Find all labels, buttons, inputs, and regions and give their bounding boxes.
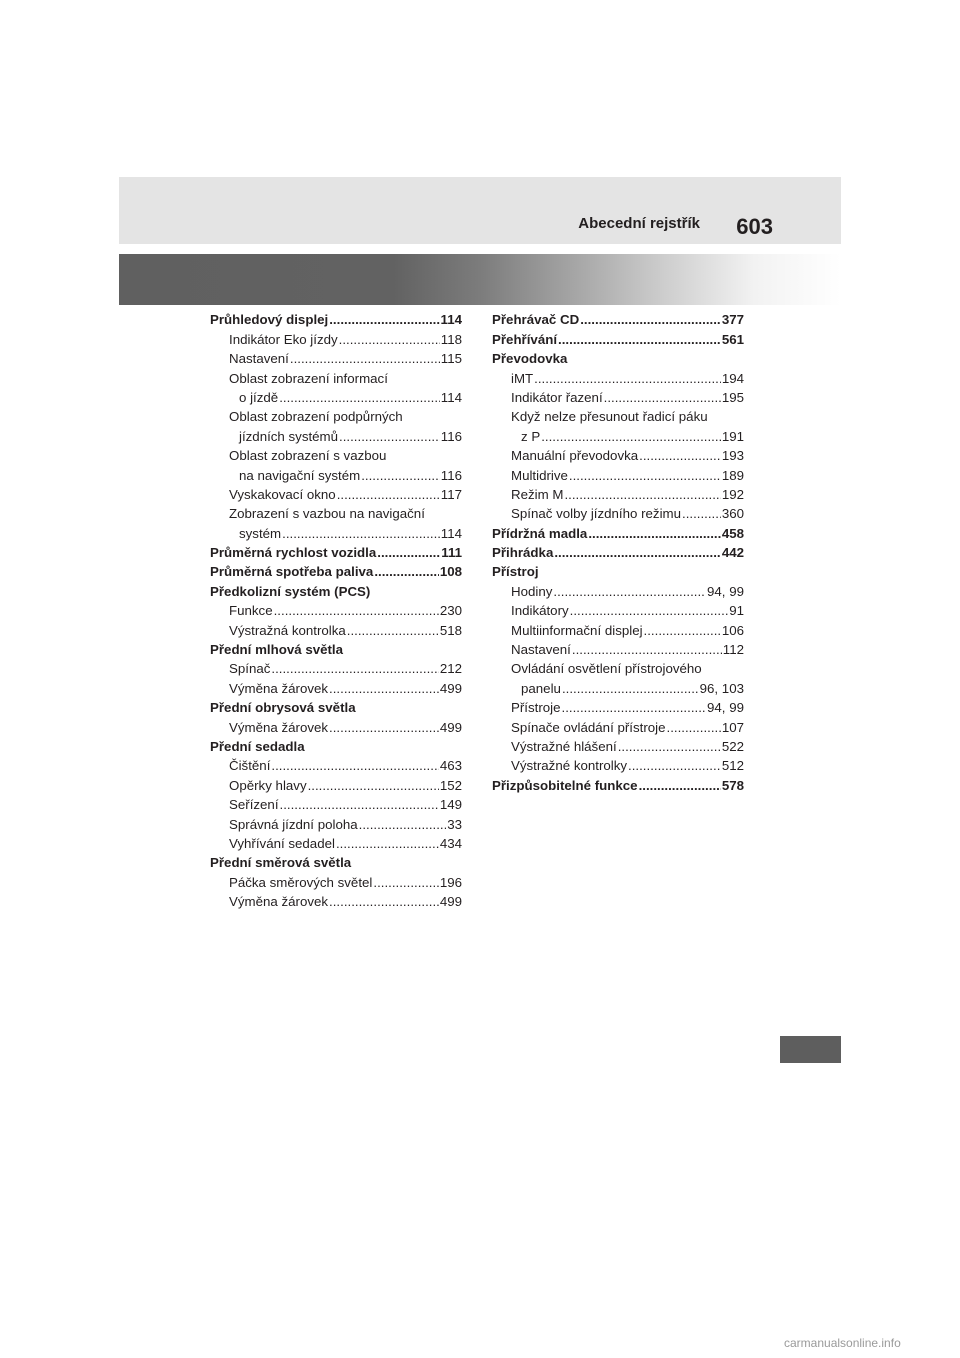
- index-entry-page: 360: [721, 506, 744, 522]
- index-entry-term: Oblast zobrazení podpůrných: [229, 409, 403, 425]
- index-entry-term: Spínač: [229, 661, 271, 677]
- index-entry: [492, 541, 744, 560]
- index-entry-page: 499: [439, 719, 462, 735]
- dot-leader: [274, 603, 439, 618]
- index-entry-page: 114: [440, 389, 462, 405]
- index-entry-term: Oblast zobrazení informací: [229, 370, 388, 386]
- index-entry-term: Páčka směrových světel: [229, 874, 373, 890]
- dot-leader: [639, 448, 721, 463]
- index-entry-page: 442: [721, 545, 744, 561]
- index-entry: [492, 424, 744, 443]
- index-entry: [492, 579, 744, 598]
- index-column-right: [492, 308, 744, 793]
- index-entry-page: 196: [439, 874, 462, 890]
- dot-leader: [667, 720, 721, 735]
- index-entry-term: Vyskakovací okno: [229, 486, 336, 502]
- index-entry-page: 94, 99: [707, 700, 744, 716]
- index-entry-page: 111: [441, 545, 462, 561]
- index-entry-term: Oblast zobrazení s vazbou: [229, 448, 387, 464]
- dot-leader: [534, 371, 721, 386]
- index-entry-term: Přizpůsobitelné funkce: [492, 777, 638, 793]
- index-entry: [210, 676, 462, 695]
- index-entry-page: 499: [439, 680, 462, 696]
- dot-leader: [572, 642, 722, 657]
- index-entry: [492, 483, 744, 502]
- index-entry-term: Opěrky hlavy: [229, 777, 307, 793]
- dot-leader: [644, 623, 721, 638]
- index-entry-term: Multiinformační displej: [511, 622, 643, 638]
- index-entry: [492, 347, 744, 366]
- index-entry-term: Zobrazení s vazbou na navigační: [229, 506, 425, 522]
- index-entry: [210, 444, 462, 463]
- index-entry-term: iMT: [511, 370, 534, 386]
- dot-leader: [562, 681, 699, 696]
- dot-leader: [290, 351, 440, 366]
- index-entry: [492, 773, 744, 792]
- index-entry-page: 463: [439, 758, 462, 774]
- index-entry: [210, 579, 462, 598]
- index-entry-term: Výměna žárovek: [229, 894, 329, 910]
- index-entry: [492, 463, 744, 482]
- index-entry-page: 195: [721, 389, 744, 405]
- index-entry: [210, 832, 462, 851]
- index-entry-page: 561: [721, 331, 744, 347]
- dot-leader: [282, 526, 440, 541]
- footer-watermark: carmanualsonline.info: [784, 1336, 901, 1350]
- dot-leader: [554, 545, 720, 560]
- index-entry-term: Režim M: [511, 486, 564, 502]
- index-entry-term: Čištění: [229, 758, 271, 774]
- index-entry-term: Průměrná rychlost vozidla: [210, 545, 377, 561]
- dot-leader: [682, 506, 721, 521]
- index-entry-term: Přihrádka: [492, 545, 554, 561]
- index-entry-page: 377: [721, 312, 744, 328]
- index-entry-term: Indikátory: [511, 603, 569, 619]
- index-entry-term: Spínače ovládání přístroje: [511, 719, 666, 735]
- index-entry-page: 499: [439, 894, 462, 910]
- index-entry: [492, 618, 744, 637]
- dot-leader: [279, 390, 440, 405]
- index-entry: [210, 715, 462, 734]
- dot-leader: [271, 758, 438, 773]
- index-entry: [210, 366, 462, 385]
- index-entry-term: Indikátor Eko jízdy: [229, 331, 338, 347]
- dot-leader: [541, 429, 721, 444]
- index-entry-page: 212: [439, 661, 462, 677]
- dot-leader: [564, 487, 720, 502]
- index-entry-term: Vyhřívání sedadel: [229, 835, 335, 851]
- dot-leader: [271, 661, 438, 676]
- dot-leader: [359, 817, 447, 832]
- dot-leader: [337, 487, 440, 502]
- index-entry: [210, 870, 462, 889]
- index-entry-page: 108: [439, 564, 462, 580]
- dot-leader: [569, 468, 721, 483]
- index-entry-term: Průhledový displej: [210, 312, 329, 328]
- index-entry-page: 194: [721, 370, 744, 386]
- index-entry-page: 114: [440, 525, 462, 541]
- index-entry-page: 33: [447, 816, 462, 832]
- index-entry: [492, 521, 744, 540]
- index-entry-page: 518: [439, 622, 462, 638]
- index-entry-page: 578: [721, 777, 744, 793]
- index-entry-page: 112: [722, 642, 744, 658]
- index-entry: [210, 521, 462, 540]
- index-entry-page: 434: [439, 835, 462, 851]
- dot-leader: [308, 778, 439, 793]
- index-entry-term: Indikátor řazení: [511, 389, 603, 405]
- page-header: [119, 177, 841, 244]
- index-entry-page: 114: [440, 312, 462, 328]
- dot-leader: [553, 584, 706, 599]
- index-entry: [210, 560, 462, 579]
- index-entry: [492, 735, 744, 754]
- index-entry: [492, 405, 744, 424]
- index-entry: [210, 890, 462, 909]
- index-entry: [210, 327, 462, 346]
- index-entry: [492, 444, 744, 463]
- index-entry: [492, 308, 744, 327]
- index-entry-page: 94, 99: [707, 583, 744, 599]
- index-entry: [210, 347, 462, 366]
- index-entry-page: 192: [721, 486, 744, 502]
- dot-leader: [347, 623, 439, 638]
- index-entry-term: Výměna žárovek: [229, 719, 329, 735]
- index-entry-page: 522: [721, 738, 744, 754]
- index-entry: [210, 541, 462, 560]
- index-entry: [210, 696, 462, 715]
- dot-leader: [580, 312, 721, 327]
- dot-leader: [570, 603, 729, 618]
- index-entry: [492, 754, 744, 773]
- index-entry-term: Výstražná kontrolka: [229, 622, 346, 638]
- index-entry-term: jízdních systémů: [239, 428, 339, 444]
- dot-leader: [588, 526, 720, 541]
- index-entry-term: o jízdě: [239, 389, 279, 405]
- dot-leader: [329, 894, 439, 909]
- index-entry: [492, 386, 744, 405]
- dot-leader: [639, 778, 721, 793]
- index-entry-term: Nastavení: [511, 642, 571, 658]
- index-entry: [210, 812, 462, 831]
- index-entry-page: 193: [721, 448, 744, 464]
- index-entry-term: na navigační systém: [239, 467, 361, 483]
- index-entry: [210, 735, 462, 754]
- dot-leader: [618, 739, 721, 754]
- index-entry-term: Hodiny: [511, 583, 553, 599]
- index-entry-page: 152: [439, 777, 462, 793]
- index-entry-page: 116: [440, 428, 462, 444]
- index-entry: [210, 657, 462, 676]
- index-entry-page: 91: [729, 603, 744, 619]
- dot-leader: [336, 836, 439, 851]
- index-entry-term: Nastavení: [229, 351, 289, 367]
- index-entry-term: Když nelze přesunout řadicí páku: [511, 409, 708, 425]
- index-column-left: [210, 308, 462, 909]
- dot-leader: [377, 545, 440, 560]
- index-entry-term: Přední mlhová světla: [210, 642, 344, 658]
- index-entry-term: Přední sedadla: [210, 738, 305, 754]
- index-entry: [210, 424, 462, 443]
- index-entry-page: 191: [721, 428, 744, 444]
- index-entry: [210, 851, 462, 870]
- index-entry-term: Předkolizní systém (PCS): [210, 583, 371, 599]
- index-entry: [210, 386, 462, 405]
- index-entry: [210, 793, 462, 812]
- index-entry-term: Funkce: [229, 603, 273, 619]
- index-entry: [492, 715, 744, 734]
- index-entry-page: 116: [440, 467, 462, 483]
- index-side-tab: [780, 1036, 841, 1063]
- dot-leader: [329, 312, 439, 327]
- dot-leader: [339, 429, 440, 444]
- index-entry-page: 106: [721, 622, 744, 638]
- index-entry-term: Multidrive: [511, 467, 568, 483]
- dot-leader: [628, 758, 721, 773]
- dot-leader: [339, 332, 440, 347]
- index-entry: [492, 599, 744, 618]
- dot-leader: [373, 875, 438, 890]
- index-entry: [492, 502, 744, 521]
- dot-leader: [280, 797, 439, 812]
- index-entry-page: 189: [721, 467, 744, 483]
- index-entry-term: Manuální převodovka: [511, 448, 639, 464]
- index-entry-term: Přístroje: [511, 700, 561, 716]
- dot-leader: [374, 564, 438, 579]
- index-entry-page: 458: [721, 525, 744, 541]
- index-entry-term: systém: [239, 525, 282, 541]
- index-entry: [210, 483, 462, 502]
- index-entry-term: Výměna žárovek: [229, 680, 329, 696]
- index-entry: [492, 366, 744, 385]
- index-entry-term: Ovládání osvětlení přístrojového: [511, 661, 702, 677]
- index-entry: [492, 560, 744, 579]
- index-entry-term: Výstražné kontrolky: [511, 758, 628, 774]
- index-entry-page: 96, 103: [699, 680, 744, 696]
- section-title: Abecední rejstřík: [578, 215, 700, 232]
- index-entry: [492, 327, 744, 346]
- index-entry-term: Přídržná madla: [492, 525, 588, 541]
- index-entry: [492, 676, 744, 695]
- dot-leader: [562, 700, 707, 715]
- index-entry: [210, 463, 462, 482]
- index-entry-term: Přední směrová světla: [210, 855, 352, 871]
- index-entry: [210, 502, 462, 521]
- index-entry-term: Správná jízdní poloha: [229, 816, 358, 832]
- index-entry-term: panelu: [521, 680, 561, 696]
- index-entry-page: 149: [439, 797, 462, 813]
- index-entry-term: Spínač volby jízdního režimu: [511, 506, 681, 522]
- index-entry: [210, 405, 462, 424]
- index-entry-term: Přední obrysová světla: [210, 700, 356, 716]
- index-entry-term: Seřízení: [229, 797, 279, 813]
- index-entry: [210, 754, 462, 773]
- index-entry-page: 107: [721, 719, 744, 735]
- index-entry: [210, 618, 462, 637]
- index-entry-term: Průměrná spotřeba paliva: [210, 564, 374, 580]
- index-entry-term: Přehřívání: [492, 331, 558, 347]
- index-entry-term: Výstražné hlášení: [511, 738, 617, 754]
- index-entry-term: z P: [521, 428, 541, 444]
- index-entry-page: 115: [440, 351, 462, 367]
- dot-leader: [558, 332, 721, 347]
- dot-leader: [604, 390, 721, 405]
- index-entry: [210, 308, 462, 327]
- index-entry: [210, 638, 462, 657]
- index-entry: [492, 696, 744, 715]
- index-entry: [210, 599, 462, 618]
- index-entry-page: 117: [440, 486, 462, 502]
- index-entry: [492, 638, 744, 657]
- index-entry-page: 512: [721, 758, 744, 774]
- index-entry: [210, 773, 462, 792]
- index-entry: [492, 657, 744, 676]
- index-entry-term: Přístroj: [492, 564, 539, 580]
- index-entry-page: 118: [440, 331, 462, 347]
- dot-leader: [329, 681, 439, 696]
- index-entry-page: 230: [439, 603, 462, 619]
- page-number: 603: [736, 214, 773, 239]
- dot-leader: [329, 720, 439, 735]
- index-entry-term: Převodovka: [492, 351, 568, 367]
- dot-leader: [361, 468, 440, 483]
- decorative-gradient-band: [119, 254, 841, 305]
- index-entry-term: Přehrávač CD: [492, 312, 580, 328]
